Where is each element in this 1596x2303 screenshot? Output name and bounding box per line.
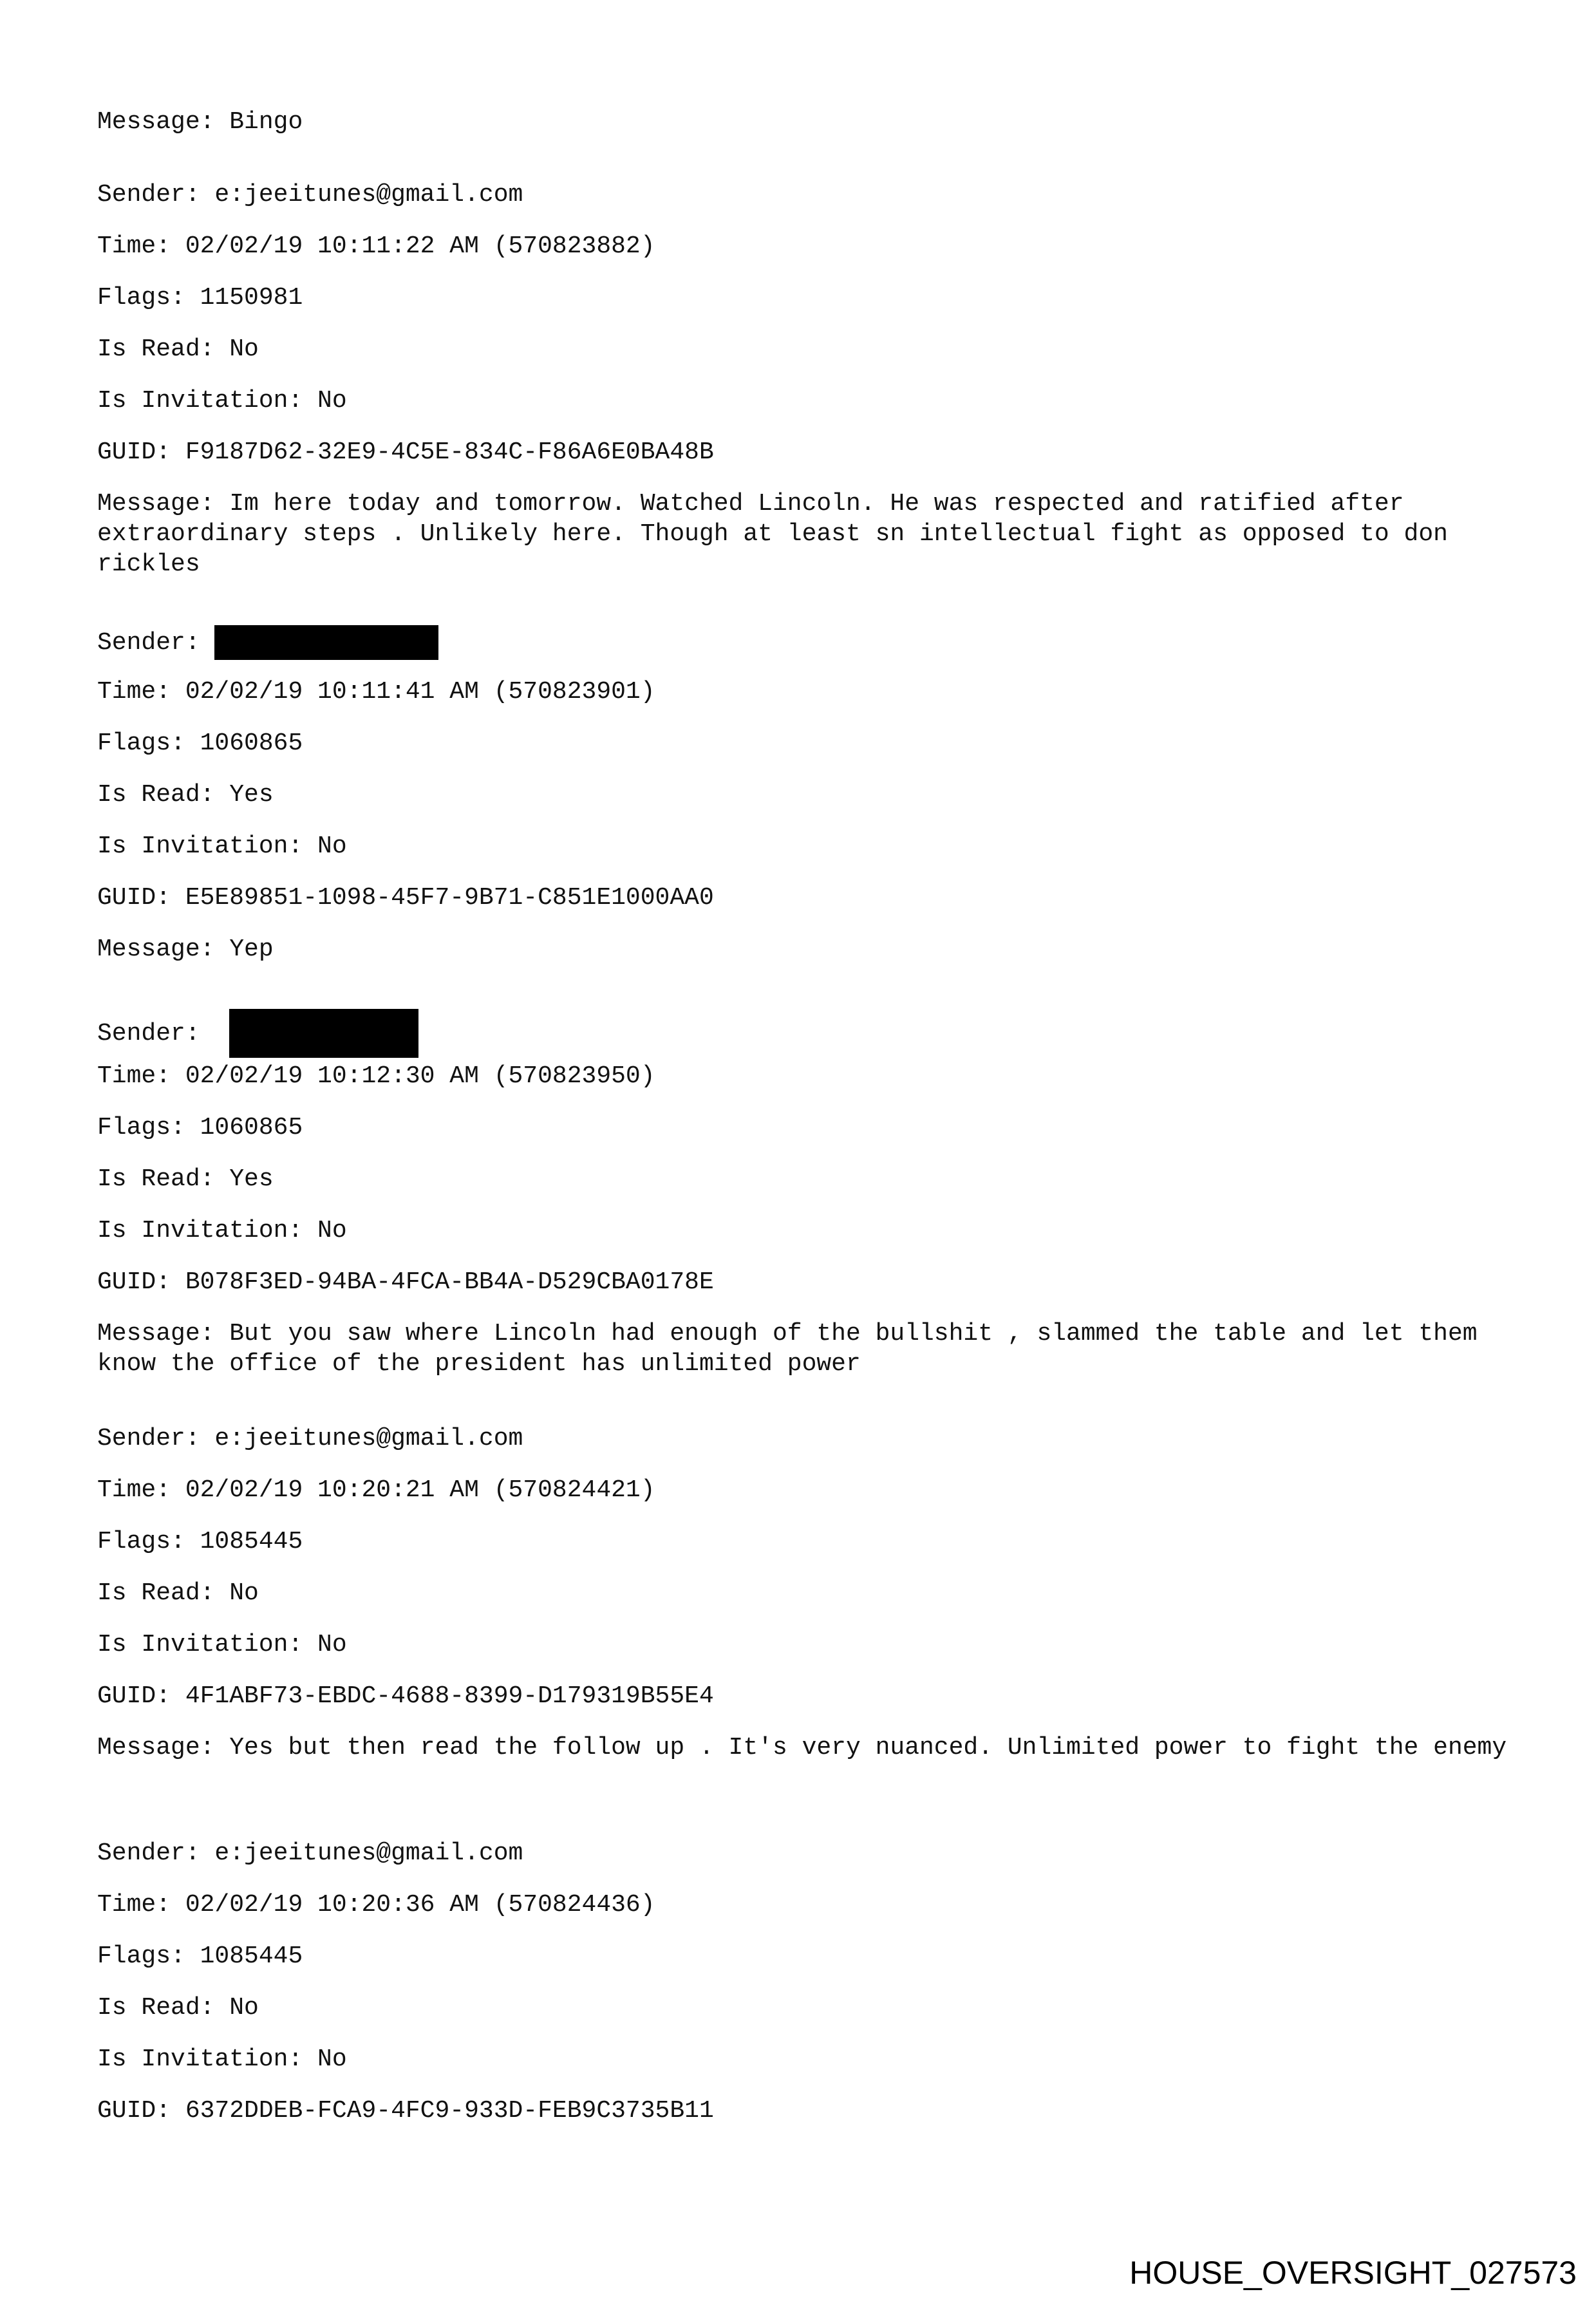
- is-invitation-line: Is Invitation: No: [97, 387, 347, 415]
- is-read-line: Is Read: No: [97, 1994, 259, 2022]
- guid-line: GUID: 4F1ABF73-EBDC-4688-8399-D179319B55E4: [97, 1682, 714, 1710]
- bates-number: HOUSE_OVERSIGHT_027573: [1129, 2255, 1577, 2291]
- time-line: Time: 02/02/19 10:20:36 AM (570824436): [97, 1891, 655, 1919]
- time-line: Time: 02/02/19 10:11:22 AM (570823882): [97, 232, 655, 260]
- message-text: Message: Bingo: [97, 108, 303, 136]
- time-line: Time: 02/02/19 10:20:21 AM (570824421): [97, 1476, 655, 1504]
- sender-line: Sender: e:jeeitunes@gmail.com: [97, 1839, 523, 1867]
- guid-line: GUID: E5E89851-1098-45F7-9B71-C851E1000AA0: [97, 884, 714, 912]
- is-read-line: Is Read: Yes: [97, 781, 274, 809]
- message-text: Message: But you saw where Lincoln had enough of the bullshit , slammed the table and let them know the office of the president has unlimited power: [97, 1320, 1492, 1378]
- message-text: Message: Yep: [97, 935, 274, 963]
- guid-line: GUID: B078F3ED-94BA-4FCA-BB4A-D529CBA0178E: [97, 1268, 714, 1296]
- flags-line: Flags: 1060865: [97, 729, 303, 757]
- is-invitation-line: Is Invitation: No: [97, 2045, 347, 2073]
- sender-line: [97, 625, 438, 660]
- is-read-line: Is Read: Yes: [97, 1165, 274, 1193]
- sender-line: [97, 1009, 418, 1058]
- is-invitation-line: Is Invitation: No: [97, 832, 347, 860]
- guid-line: GUID: 6372DDEB-FCA9-4FC9-933D-FEB9C3735B11: [97, 2097, 714, 2125]
- is-read-line: Is Read: No: [97, 335, 259, 363]
- flags-line: Flags: 1060865: [97, 1114, 303, 1142]
- message-text: Message: Im here today and tomorrow. Watched Lincoln. He was respected and ratified after extraordinary steps . Unlikely here. Though at least sn intellectual fight as opposed to don rickles: [97, 490, 1463, 578]
- is-invitation-line: Is Invitation: No: [97, 1631, 347, 1659]
- is-invitation-line: Is Invitation: No: [97, 1217, 347, 1245]
- sender-line: Sender: e:jeeitunes@gmail.com: [97, 181, 523, 209]
- time-line: Time: 02/02/19 10:12:30 AM (570823950): [97, 1062, 655, 1090]
- message-text: Message: Yes but then read the follow up . It's very nuanced. Unlimited power to fight the enemy: [97, 1734, 1507, 1762]
- flags-line: Flags: 1085445: [97, 1528, 303, 1556]
- sender-line: Sender: e:jeeitunes@gmail.com: [97, 1425, 523, 1452]
- flags-line: Flags: 1150981: [97, 284, 303, 312]
- flags-line: Flags: 1085445: [97, 1942, 303, 1970]
- time-line: Time: 02/02/19 10:11:41 AM (570823901): [97, 678, 655, 706]
- redaction-block: [214, 625, 438, 660]
- is-read-line: Is Read: No: [97, 1579, 259, 1607]
- sender-label: Sender:: [97, 629, 200, 657]
- guid-line: GUID: F9187D62-32E9-4C5E-834C-F86A6E0BA48B: [97, 438, 714, 466]
- sender-label: Sender:: [97, 1020, 200, 1048]
- redaction-block: [229, 1009, 418, 1058]
